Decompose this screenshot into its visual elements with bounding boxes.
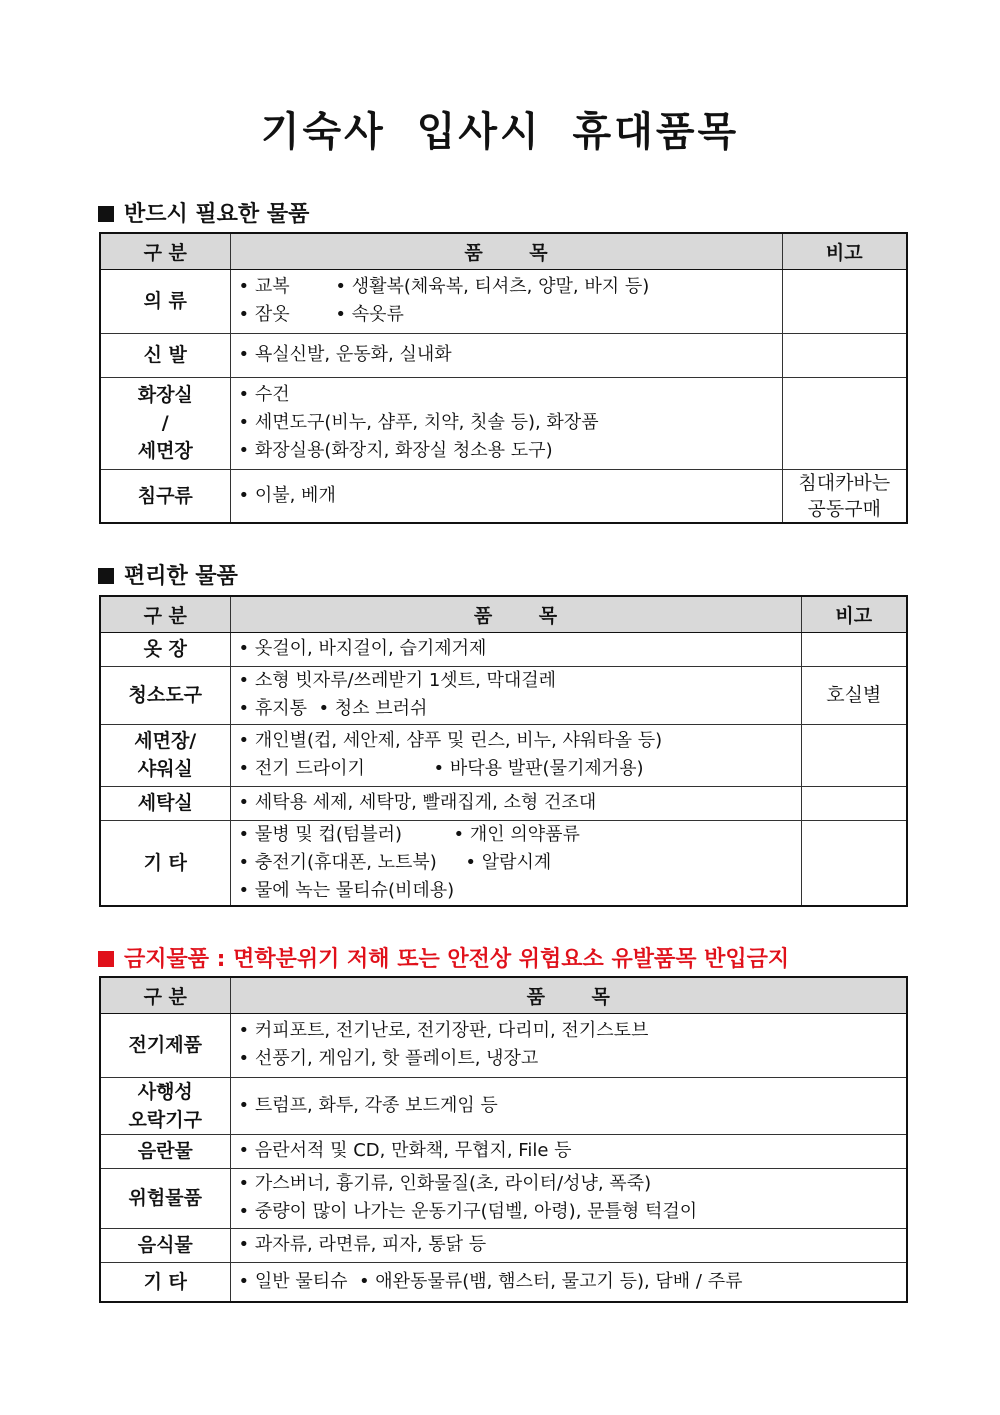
note-cell — [801, 786, 907, 820]
square-bullet-icon — [98, 206, 114, 222]
table-row — [100, 820, 907, 906]
item-line: • 과자류, 라면류, 피자, 통닭 등 — [238, 1234, 487, 1255]
square-bullet-icon — [98, 951, 114, 967]
item-line: • 중량이 많이 나가는 운동기구(덤벨, 아령), 문틀형 턱걸이 — [238, 1201, 698, 1222]
items-cell — [230, 1077, 907, 1134]
header-category: 구 분 — [100, 596, 230, 632]
category-cell: 기 타 — [100, 1262, 230, 1302]
item-line: • 수건 — [238, 384, 290, 405]
category-cell: 위험물품 — [100, 1168, 230, 1228]
table-row — [100, 469, 907, 523]
note-line: 공동구매 — [807, 497, 881, 520]
note-line: 침대카바는 — [798, 471, 891, 494]
table-row — [100, 1168, 907, 1228]
note-cell — [782, 377, 907, 469]
header-note: 비고 — [782, 233, 907, 269]
item-line: • 트럼프, 화투, 각종 보드게임 등 — [238, 1094, 498, 1116]
item-line: • 물에 녹는 물티슈(비데용) — [238, 879, 455, 901]
note-cell — [801, 724, 907, 786]
section-heading-convenient: 편리한 물품 — [98, 559, 238, 590]
category-line: 세면장/ — [134, 730, 197, 752]
prohibited-items-table — [99, 976, 908, 1303]
items-cell — [230, 786, 801, 820]
section-heading-prohibited: 금지물품 : 면학분위기 저해 또는 안전상 위험요소 유발품목 반입금지 — [98, 942, 789, 973]
note-cell: 호실별 — [801, 666, 907, 724]
note-cell — [801, 820, 907, 906]
item-line: • 전기 드라이기 • 바닥용 발판(물기제거용) — [238, 758, 644, 779]
category-cell: 의 류 — [100, 269, 230, 333]
items-cell — [230, 632, 801, 666]
items-cell — [230, 1168, 907, 1228]
table-row — [100, 1228, 907, 1262]
table-row — [100, 1134, 907, 1168]
table-row — [100, 724, 907, 786]
table-row — [100, 1077, 907, 1134]
category-cell — [100, 377, 230, 469]
category-cell: 음식물 — [100, 1228, 230, 1262]
items-cell — [230, 1013, 907, 1077]
note-cell — [782, 333, 907, 377]
section-heading-required: 반드시 필요한 물품 — [98, 197, 309, 228]
item-line: • 선풍기, 게임기, 핫 플레이트, 냉장고 — [238, 1048, 539, 1069]
items-cell — [230, 1262, 907, 1302]
note-cell — [782, 469, 907, 523]
note-cell — [782, 269, 907, 333]
items-cell — [230, 333, 782, 377]
item-line: • 음란서적 및 CD, 만화책, 무협지, File 등 — [238, 1140, 572, 1161]
items-cell — [230, 724, 801, 786]
category-cell: 청소도구 — [100, 666, 230, 724]
item-line: • 화장실용(화장지, 화장실 청소용 도구) — [238, 440, 553, 461]
item-line: • 개인별(컵, 세안제, 샴푸 및 린스, 비누, 샤워타올 등) — [238, 730, 663, 751]
item-line: • 일반 물티슈 • 애완동물류(뱀, 햄스터, 물고기 등), 담배 / 주류 — [238, 1270, 743, 1292]
convenient-items-table — [99, 595, 908, 907]
category-line: 샤워실 — [137, 758, 193, 780]
items-cell — [230, 269, 782, 333]
item-line: • 물병 및 컵(텀블러) • 개인 의약품류 — [238, 823, 580, 845]
item-line: • 이불, 베개 — [238, 484, 336, 506]
square-bullet-icon — [98, 568, 114, 584]
items-cell — [230, 1134, 907, 1168]
category-line: 사행성 — [137, 1080, 193, 1103]
header-category: 구 분 — [100, 977, 230, 1013]
item-line: • 세탁용 세제, 세탁망, 빨래집게, 소형 건조대 — [238, 792, 597, 813]
item-line: • 소형 빗자루/쓰레받기 1셋트, 막대걸레 — [238, 670, 557, 691]
items-cell — [230, 1228, 907, 1262]
table-row — [100, 1262, 907, 1302]
item-line: • 충전기(휴대폰, 노트북) • 알람시계 — [238, 851, 552, 873]
category-line: 화장실 — [137, 384, 193, 406]
category-cell: 침구류 — [100, 469, 230, 523]
table-row — [100, 377, 907, 469]
table-row — [100, 666, 907, 724]
items-cell — [230, 377, 782, 469]
header-items: 품 목 — [230, 233, 782, 269]
header-category: 구 분 — [100, 233, 230, 269]
category-line: 세면장 — [137, 440, 193, 462]
table-row — [100, 333, 907, 377]
items-cell — [230, 469, 782, 523]
category-cell: 기 타 — [100, 820, 230, 906]
category-cell: 옷 장 — [100, 632, 230, 666]
table-row — [100, 632, 907, 666]
header-items: 품 목 — [230, 977, 907, 1013]
category-cell — [100, 724, 230, 786]
item-line: • 욕실신발, 운동화, 실내화 — [238, 344, 452, 365]
table-row — [100, 1013, 907, 1077]
header-note: 비고 — [801, 596, 907, 632]
category-line: / — [161, 412, 169, 434]
table-row — [100, 786, 907, 820]
item-line: • 잠옷 • 속옷류 — [238, 304, 404, 325]
item-line: • 세면도구(비누, 샴푸, 치약, 칫솔 등), 화장품 — [238, 412, 599, 433]
item-line: • 교복 • 생활복(체육복, 티셔츠, 양말, 바지 등) — [238, 276, 650, 297]
note-cell — [801, 632, 907, 666]
required-items-table — [99, 232, 908, 524]
category-cell: 음란물 — [100, 1134, 230, 1168]
category-cell: 전기제품 — [100, 1013, 230, 1077]
item-line: • 커피포트, 전기난로, 전기장판, 다리미, 전기스토브 — [238, 1020, 649, 1041]
page-title: 기숙사 입사시 휴대품목 — [260, 109, 740, 155]
table-row — [100, 269, 907, 333]
category-cell: 세탁실 — [100, 786, 230, 820]
items-cell — [230, 666, 801, 724]
header-items: 품 목 — [230, 596, 801, 632]
item-line: • 휴지통 • 청소 브러쉬 — [238, 698, 428, 719]
category-cell — [100, 1077, 230, 1134]
items-cell — [230, 820, 801, 906]
item-line: • 옷걸이, 바지걸이, 습기제거제 — [238, 638, 487, 659]
item-line: • 가스버너, 흉기류, 인화물질(초, 라이터/성냥, 폭죽) — [238, 1173, 652, 1194]
category-cell: 신 발 — [100, 333, 230, 377]
category-line: 오락기구 — [128, 1108, 202, 1131]
